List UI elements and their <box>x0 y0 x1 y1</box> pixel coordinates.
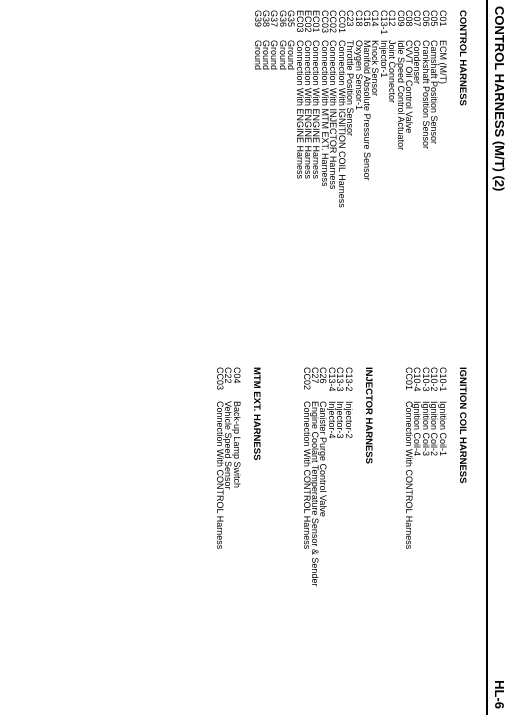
connector-row <box>396 10 404 208</box>
connector-row <box>363 10 371 208</box>
connector-code: C06 <box>420 10 431 27</box>
connector-row <box>371 10 379 208</box>
injector-harness-section <box>302 367 372 586</box>
connector-row <box>262 10 270 208</box>
connector-code: EC02 <box>303 10 314 33</box>
connector-description: Ground <box>286 40 297 71</box>
connector-code: C10-1 <box>437 367 448 392</box>
connector-code: EC01 <box>311 10 322 33</box>
connector-row <box>346 10 354 208</box>
connector-row <box>438 367 446 549</box>
connector-row <box>421 10 429 208</box>
page-number: HL-6 <box>492 680 507 709</box>
connector-row <box>311 367 319 586</box>
connector-list <box>215 367 240 549</box>
connector-description: Ground <box>269 40 280 71</box>
connector-code: C12 <box>387 10 398 27</box>
connector-description: Connection With ENGINE Harness <box>294 40 305 180</box>
section-title: INJECTOR HARNESS <box>363 367 374 464</box>
connector-description: Connection With MTM EXT. Harness <box>319 40 330 187</box>
connector-row <box>304 10 312 208</box>
connector-code: CC03 <box>319 10 330 34</box>
connector-description: Vehicle Speed Sensor <box>223 401 234 490</box>
connector-row <box>329 10 337 208</box>
connector-code: C10-3 <box>420 367 431 392</box>
connector-list <box>405 367 447 549</box>
connector-code: C07 <box>412 10 423 27</box>
connector-code: C13-2 <box>343 367 354 392</box>
connector-code: C18 <box>353 10 364 27</box>
connector-code: G37 <box>269 10 280 28</box>
connector-code: CC01 <box>403 367 414 391</box>
connector-row <box>344 367 352 586</box>
connector-row <box>413 367 421 549</box>
page-header <box>488 0 512 715</box>
connector-code: C23 <box>345 10 356 27</box>
connector-description: Ground <box>261 40 272 71</box>
connector-description: Ground <box>277 40 288 71</box>
connector-row <box>379 10 387 208</box>
connector-code: C13-3 <box>335 367 346 392</box>
connector-description: Throttle Position Sensor <box>345 40 356 137</box>
connector-code: C13-1 <box>378 10 389 35</box>
connector-description: Engine Coolant Temperature Sensor & Sender <box>309 401 320 587</box>
connector-code: C13-4 <box>326 367 337 392</box>
connector-description: Connection With INJECTOR Harness <box>328 40 339 190</box>
connector-row <box>327 367 335 586</box>
page-title: CONTROL HARNESS (M/T) (2) <box>492 6 507 192</box>
connector-row <box>430 367 438 549</box>
connector-description: Connection With ENGINE Harness <box>311 40 322 180</box>
connector-row <box>354 10 362 208</box>
connector-row <box>302 367 310 586</box>
connector-code: G35 <box>286 10 297 28</box>
connector-description: Ignition Coil-2 <box>429 401 440 457</box>
connector-row <box>232 367 240 549</box>
connector-code: C10-4 <box>412 367 423 392</box>
header-rule <box>486 0 488 715</box>
connector-row <box>337 10 345 208</box>
connector-row <box>388 10 396 208</box>
connector-description: Injector-3 <box>335 401 346 439</box>
ignition-coil-harness-section <box>405 367 466 549</box>
connector-code: C08 <box>403 10 414 27</box>
connector-description: Camshaft Position Sensor <box>429 40 440 145</box>
connector-description: Back-up Lamp Switch <box>231 401 242 489</box>
connector-description: Manifold Absolute Pressure Sensor <box>361 40 372 181</box>
connector-description: Oxygen Sensor-1 <box>353 40 364 111</box>
connector-code: C26 <box>318 367 329 384</box>
connector-row <box>270 10 278 208</box>
connector-description: Injector-1 <box>378 40 389 78</box>
connector-row <box>215 367 223 549</box>
connector-description: Ignition Coil-3 <box>420 401 431 457</box>
connector-row <box>287 10 295 208</box>
connector-row <box>413 10 421 208</box>
connector-description: Knock Sensor <box>370 40 381 97</box>
connector-code: CC03 <box>214 367 225 391</box>
connector-description: Connection With CONTROL Harness <box>214 401 225 550</box>
connector-row <box>224 367 232 549</box>
mtm-ext-harness-section <box>215 367 260 549</box>
control-harness-section <box>253 10 466 208</box>
connector-description: ECM (M/T) <box>437 40 448 84</box>
connector-row <box>405 10 413 208</box>
connector-description: CVVT Oil Control Valve <box>403 40 414 134</box>
connector-code: C01 <box>437 10 448 27</box>
section-title: MTM EXT. HARNESS <box>251 367 262 461</box>
connector-code: C22 <box>223 367 234 384</box>
section-title: CONTROL HARNESS <box>457 10 468 106</box>
section-title: IGNITION COIL HARNESS <box>457 367 468 484</box>
connector-description: Connection With CONTROL Harness <box>301 401 312 550</box>
connector-description: Condenser <box>412 40 423 85</box>
connector-description: Ignition Coil-1 <box>437 401 448 457</box>
connector-list <box>253 10 446 208</box>
connector-code: G38 <box>261 10 272 28</box>
connector-description: Canister Purge Control Valve <box>318 401 329 517</box>
connector-code: CC02 <box>328 10 339 34</box>
connector-description: Connection With ENGINE Harness <box>303 40 314 180</box>
connector-row <box>321 10 329 208</box>
connector-list <box>302 367 352 586</box>
connector-code: C27 <box>309 367 320 384</box>
connector-code: G39 <box>252 10 263 28</box>
connector-description: Connection With IGNITION COIL Harness <box>336 40 347 208</box>
connector-code: C04 <box>231 367 242 384</box>
connector-description: Crankshaft Position Sensor <box>420 40 431 150</box>
connector-description: Ground <box>252 40 263 71</box>
connector-row <box>319 367 327 586</box>
connector-row <box>253 10 261 208</box>
connector-code: C14 <box>370 10 381 27</box>
connector-row <box>278 10 286 208</box>
connector-code: C10-2 <box>429 367 440 392</box>
connector-code: CC01 <box>336 10 347 34</box>
connector-code: EC03 <box>294 10 305 33</box>
connector-description: Injector-4 <box>326 401 337 439</box>
connector-row <box>438 10 446 208</box>
connector-description: Idle Speed Control Actuator <box>395 40 406 151</box>
connector-description: Connection With CONTROL Harness <box>403 401 414 550</box>
connector-row <box>421 367 429 549</box>
connector-row <box>405 367 413 549</box>
connector-row <box>336 367 344 586</box>
connector-code: G36 <box>277 10 288 28</box>
connector-description: Injector-2 <box>343 401 354 439</box>
connector-code: C09 <box>395 10 406 27</box>
connector-row <box>295 10 303 208</box>
connector-row <box>312 10 320 208</box>
connector-code: C05 <box>429 10 440 27</box>
connector-description: Ignition Coil-4 <box>412 401 423 457</box>
connector-row <box>430 10 438 208</box>
connector-code: CC02 <box>301 367 312 391</box>
connector-code: C16 <box>361 10 372 27</box>
connector-description: Joint Connector <box>387 40 398 104</box>
